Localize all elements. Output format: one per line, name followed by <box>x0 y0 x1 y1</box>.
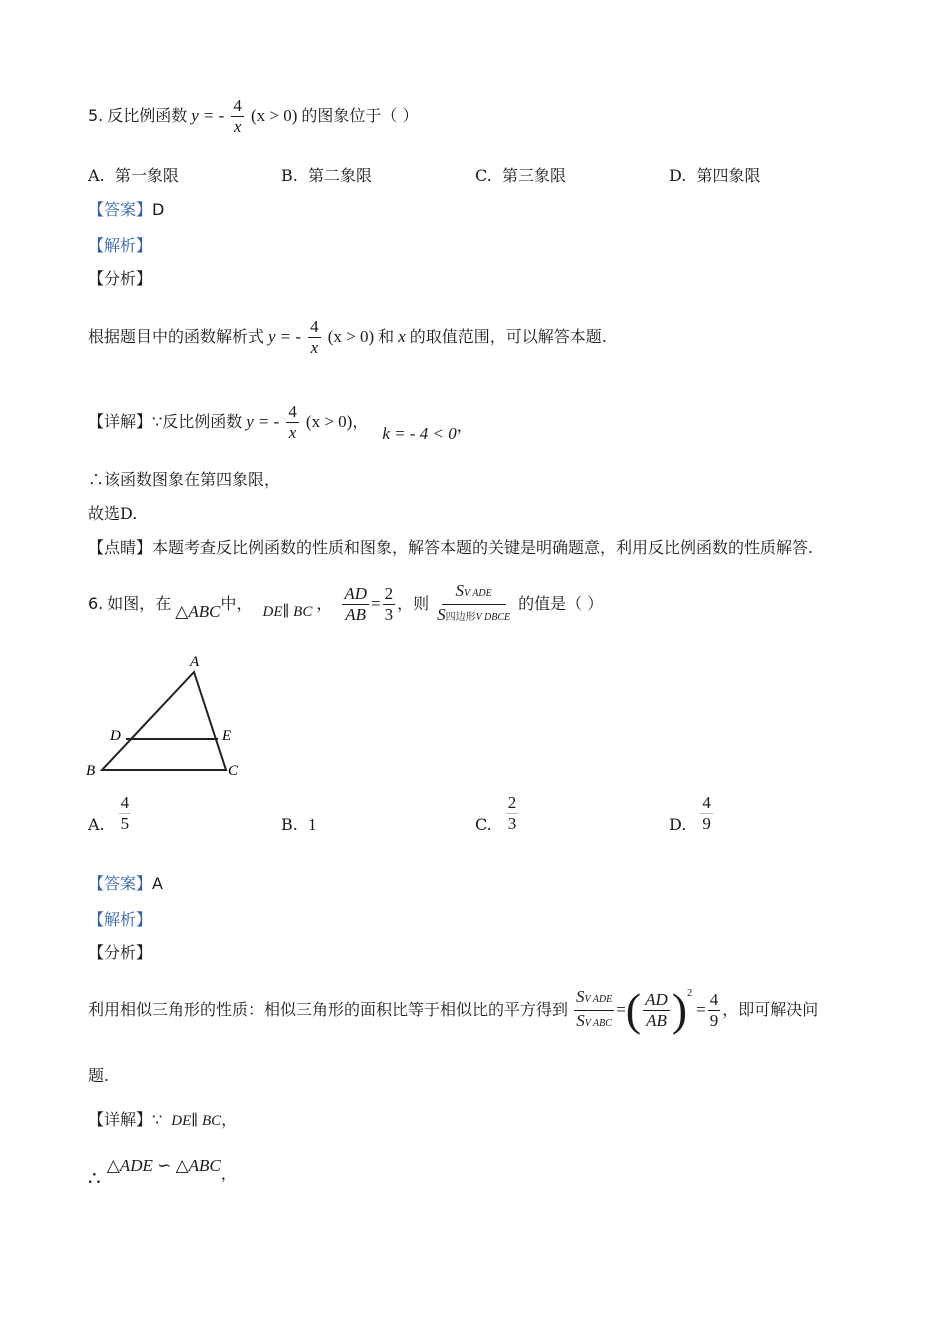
q5-fenxi-formula: y = - $\frac{4}{x}$ (x > 0) <box>268 316 375 357</box>
q6-number: 6. <box>88 594 104 613</box>
q5-text-pre: 反比例函数 <box>107 106 188 125</box>
detail-tag: 【详解】 <box>88 1110 153 1129</box>
q5-number: 5. <box>88 106 104 125</box>
area-ratio-ade-abc: $\frac{\text{SV ADE}}{\text{SV ABC}}$ <box>576 986 613 1030</box>
q5-comment: 【点睛】本题考查反比例函数的性质和图象，解答本题的关键是明确题意，利用反比例函数的性质解答. <box>88 538 814 557</box>
q5-fenxi-tag: 【分析】 <box>88 269 153 288</box>
k-expression: k = - 4 < 0 <box>382 424 457 443</box>
label-c: C <box>228 763 239 779</box>
answer-tag: 【答案】 <box>88 200 153 219</box>
because-symbol: ∵ <box>152 1110 163 1129</box>
q6-fenxi: 利用相似三角形的性质：相似三角形的面积比等于相似比的平方得到 $\frac{\text{SV ADE}}{\text{SV ABC}}$ = ( $\frac{AD}{AB}$ ) 2 = $\frac{4}{9}$ ，即可解决问 <box>88 984 819 1035</box>
q5-choose-line: 故选D. <box>88 504 138 523</box>
q5-therefore-line: ∴该函数图象在第四象限， <box>88 470 281 489</box>
q6-detail: 【详解】∵ DE∥ BC， <box>88 1110 238 1129</box>
parallel-relation: DE∥ BC <box>262 604 313 620</box>
q6-option-d[interactable]: D. $\frac{4}{9}$ <box>669 792 711 834</box>
triangle-abc: △ABC <box>175 602 221 621</box>
q6-option-b[interactable]: B. 1 <box>281 815 317 834</box>
label-b: B <box>86 763 96 779</box>
label-a: A <box>190 654 200 670</box>
q6-option-c[interactable]: C. $\frac{2}{3}$ <box>475 792 517 834</box>
because-symbol: ∵ <box>152 412 163 431</box>
q5-option-b[interactable]: B. 第二象限 <box>281 166 373 185</box>
q5-analysis-tag: 【解析】 <box>88 236 153 255</box>
q6-similar-line: ∴ △ADE ∽ △ABC ， <box>88 1156 237 1190</box>
answer-value: D <box>152 200 165 219</box>
q5-formula: y = - $\frac{4}{x}$ (x > 0) <box>191 95 298 136</box>
label-d: D <box>110 728 121 744</box>
area-ratio: $\frac{\text{SV ADE}}{\text{S四边形V DBCE}}$ <box>437 580 511 624</box>
q5-detail-formula: y = - $\frac{4}{x}$ (x > 0) <box>246 401 353 442</box>
q6-answer <box>88 874 163 894</box>
q5-detail: 【详解】 ∵ 反比例函数 y = - $\frac{4}{x}$ (x > 0) ， k = - 4 < 0 ， <box>88 401 473 443</box>
q5-option-c[interactable]: C. 第三象限 <box>475 166 566 185</box>
q6-option-a[interactable]: A. $\frac{4}{5}$ <box>88 792 130 834</box>
q6-analysis-tag: 【解析】 <box>88 910 153 929</box>
similar-triangles: △ADE ∽ △ABC <box>106 1156 221 1175</box>
label-e: E <box>222 728 232 744</box>
q5-option-d[interactable]: D. 第四象限 <box>669 166 761 185</box>
therefore-symbol: ∴ <box>88 1166 101 1190</box>
ratio-ad-ab: $\frac{AD}{AB}$ <box>344 583 368 624</box>
comment-tag: 【点睛】 <box>88 538 153 557</box>
triangle-figure <box>80 650 250 780</box>
detail-tag: 【详解】 <box>88 412 153 431</box>
triangle-outline <box>102 672 226 770</box>
q5-text-post: 的图象位于（ ） <box>301 106 419 125</box>
fraction: $\frac{4}{x}$ <box>233 95 242 136</box>
q6-fenxi-tail: 题. <box>88 1066 110 1085</box>
answer-tag: 【答案】 <box>88 874 153 893</box>
q5-stem <box>88 86 418 146</box>
q5-fenxi: 根据题目中的函数解析式 y = - $\frac{4}{x}$ (x > 0) 和 x 的取值范围，可以解答本题. <box>88 316 607 357</box>
q5-option-a[interactable]: A. 第一象限 <box>88 166 179 185</box>
answer-value: A <box>152 874 163 893</box>
q6-fenxi-tag: 【分析】 <box>88 943 153 962</box>
q5-answer <box>88 200 164 220</box>
q6-stem: 6. 如图，在 △ABC 中， DE∥ BC ， $\frac{AD}{AB}$ = $\frac{2}{3}$ ，则 $\frac{\text{SV ADE}}{\text{S四边形V DBCE}}$ 的值是（ ） <box>88 572 603 636</box>
